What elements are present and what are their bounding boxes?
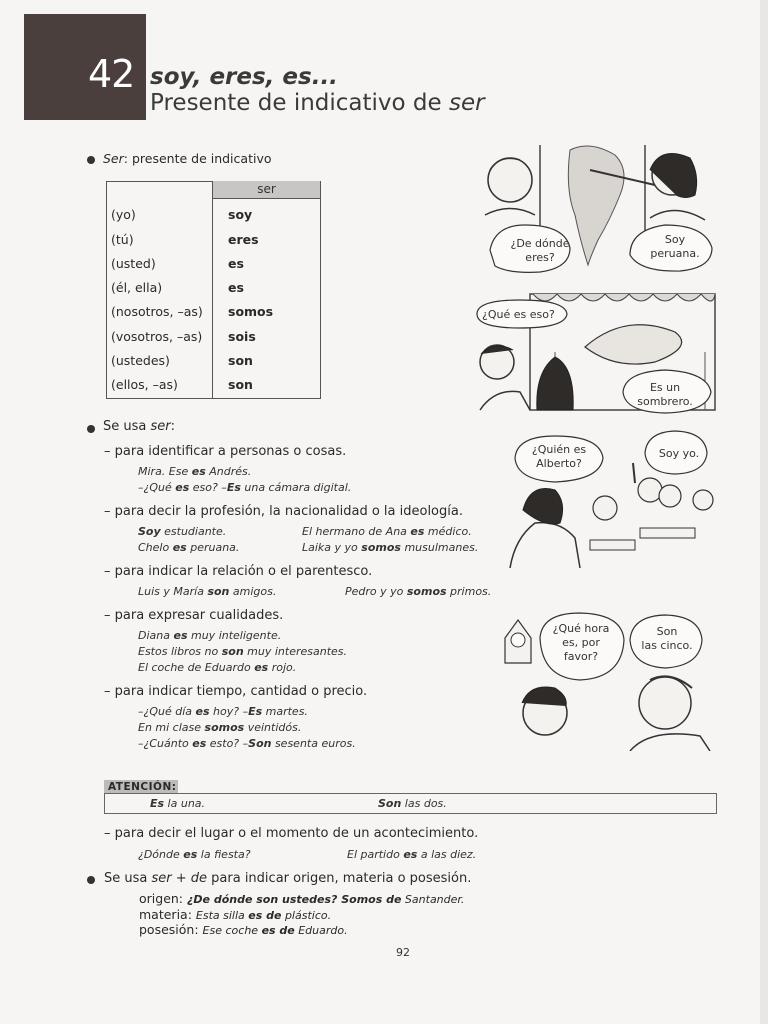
conjugation-table-header: ser: [212, 181, 320, 199]
example-text: Pedro y yo: [345, 585, 407, 598]
example-bold: Es: [248, 705, 263, 718]
bullet-icon: [87, 425, 95, 433]
table-row-pronoun: (usted): [111, 256, 156, 271]
example-text: –¿Qué día: [138, 705, 196, 718]
example-text: ¿Dónde: [138, 848, 184, 861]
row-key: posesión:: [139, 922, 199, 937]
example-text: ustedes?: [278, 893, 342, 906]
example-text: –¿Cuánto: [138, 737, 193, 750]
heading-text: para indicar origen, materia o posesión.: [207, 871, 472, 886]
example-sentence: [138, 721, 301, 734]
bubble-line: eres?: [525, 251, 555, 264]
bubble-line: sombrero.: [637, 395, 693, 408]
example-sentence: [138, 705, 308, 718]
example-bold: son: [221, 645, 244, 658]
atencion-example: [150, 797, 205, 810]
example-text: El hermano de Ana: [302, 525, 411, 538]
speech-bubble-text: [640, 233, 710, 261]
row-key: materia:: [139, 907, 192, 922]
example-sentence: [138, 737, 356, 750]
table-row-form: son: [228, 353, 253, 368]
example-text: En mi clase: [138, 721, 205, 734]
example-text: eso? –: [189, 481, 227, 494]
row-key: origen:: [139, 891, 184, 906]
example-text: la una.: [164, 797, 206, 810]
example-text: –¿Qué: [138, 481, 176, 494]
example-sentence: [347, 848, 476, 861]
page-edge: [760, 0, 768, 1024]
example-text: El partido: [347, 848, 404, 861]
example-bold: somos: [361, 541, 401, 554]
bullet-icon: [87, 156, 95, 164]
use-heading: – para indicar la relación o el parentesco.: [104, 564, 373, 579]
table-row-pronoun: (nosotros, –as): [111, 304, 203, 319]
example-bold: es: [403, 848, 418, 861]
example-text: la fiesta?: [197, 848, 251, 861]
example-text: Luis y María: [138, 585, 208, 598]
example-bold: es: [192, 737, 207, 750]
bubble-line: es, por: [562, 636, 600, 649]
table-row-form: somos: [228, 304, 274, 319]
example-sentence: [138, 585, 276, 598]
example-text: muy interesantes.: [243, 645, 348, 658]
example-bold: es: [173, 629, 188, 642]
example-text: martes.: [262, 705, 308, 718]
bubble-line: Son: [656, 625, 678, 638]
section-heading-ser-de: [104, 871, 471, 886]
ser-de-row: [139, 907, 331, 922]
example-text: Esta silla: [195, 909, 249, 922]
bullet-icon: [87, 876, 95, 884]
example-text: Diana: [138, 629, 174, 642]
use-heading: – para expresar cualidades.: [104, 608, 284, 623]
bubble-line: peruana.: [650, 247, 700, 260]
example-text: Andrés.: [205, 465, 252, 478]
bubble-line: ¿De dónde: [510, 237, 570, 250]
heading-italic: Ser: [103, 151, 124, 166]
heading-italic: ser + de: [151, 871, 208, 886]
section-heading-uses: [103, 419, 175, 434]
example-bold: es: [175, 481, 190, 494]
example-text: amigos.: [229, 585, 277, 598]
table-divider: [212, 199, 213, 399]
use-heading: – para decir el lugar o el momento de un acontecimiento.: [104, 826, 479, 841]
bubble-line: Es un: [649, 381, 681, 394]
example-text: estudiante.: [160, 525, 227, 538]
example-sentence: [138, 525, 226, 538]
example-sentence: [138, 465, 251, 478]
table-row-form: es: [228, 280, 244, 295]
example-text: muy inteligente.: [187, 629, 282, 642]
table-row-form: sois: [228, 329, 256, 344]
example-text: Mira. Ese: [138, 465, 192, 478]
table-row-form: soy: [228, 207, 253, 222]
example-bold: es: [195, 705, 210, 718]
heading-text: Se usa: [104, 871, 152, 886]
use-heading: – para decir la profesión, la nacionalidad o la ideología.: [104, 504, 463, 519]
example-sentence: [138, 848, 251, 861]
speech-bubble-text: ¿Qué es eso?: [482, 308, 555, 321]
example-text: a las diez.: [417, 848, 477, 861]
example-bold: Es: [150, 797, 165, 810]
heading-text: : presente de indicativo: [123, 151, 272, 166]
example-bold: es: [410, 525, 425, 538]
speech-bubble-text: [540, 622, 622, 664]
subtitle-verb: ser: [448, 90, 485, 116]
unit-title: soy, eres, es...: [150, 64, 338, 90]
example-bold: son: [207, 585, 230, 598]
example-text: sesenta euros.: [271, 737, 356, 750]
unit-number: 42: [88, 52, 135, 96]
example-bold: es de: [261, 924, 295, 937]
example-bold: somos: [406, 585, 447, 598]
bubble-line: las cinco.: [641, 639, 693, 652]
use-heading: – para identificar a personas o cosas.: [104, 444, 347, 459]
unit-subtitle: [150, 90, 485, 116]
bubble-line: ¿Quién es: [531, 443, 587, 456]
ser-de-row: [139, 922, 348, 937]
example-text: Ese coche: [202, 924, 262, 937]
example-bold: Son: [378, 797, 402, 810]
example-sentence: [302, 525, 472, 538]
example-text: las dos.: [401, 797, 447, 810]
example-bold: es: [183, 848, 198, 861]
speech-bubble-text: Soy yo.: [658, 447, 700, 460]
example-text: primos.: [446, 585, 492, 598]
ser-de-row: [139, 891, 464, 906]
example-bold: Somos de: [341, 893, 402, 906]
example-text: Santander.: [401, 893, 465, 906]
example-text: rojo.: [268, 661, 297, 674]
example-bold: Soy: [138, 525, 161, 538]
table-row-pronoun: (él, ella): [111, 280, 163, 295]
speech-bubble-text: [630, 381, 700, 409]
example-bold: es: [254, 661, 269, 674]
table-row-pronoun: (vosotros, –as): [111, 329, 203, 344]
speech-bubble-text: [505, 237, 575, 265]
example-bold: Son: [248, 737, 272, 750]
table-row-pronoun: (ellos, –as): [111, 377, 178, 392]
example-bold: son: [256, 893, 279, 906]
example-sentence: [138, 645, 347, 658]
table-row-form: es: [228, 256, 244, 271]
example-text: Chelo: [138, 541, 173, 554]
example-sentence: [138, 661, 296, 674]
example-text: El coche de Eduardo: [138, 661, 255, 674]
example-text: peruana.: [186, 541, 240, 554]
bubble-line: ¿Qué hora: [552, 622, 610, 635]
example-text: Laika y yo: [302, 541, 362, 554]
example-bold: Es: [226, 481, 241, 494]
example-text: veintidós.: [244, 721, 302, 734]
heading-italic: ser: [150, 419, 171, 434]
example-bold: es de: [248, 909, 282, 922]
example-text: Estos libros no: [138, 645, 222, 658]
example-sentence: [138, 481, 351, 494]
page-number: 92: [396, 946, 410, 959]
example-text: ¿De dónde: [187, 893, 257, 906]
example-text: Eduardo.: [294, 924, 348, 937]
example-bold: somos: [204, 721, 245, 734]
example-bold: es: [191, 465, 206, 478]
table-row-form: son: [228, 377, 253, 392]
heading-text: Se usa: [103, 419, 151, 434]
use-heading: – para indicar tiempo, cantidad o precio.: [104, 684, 368, 699]
subtitle-text: Presente de indicativo de: [150, 90, 449, 116]
example-text: plástico.: [281, 909, 332, 922]
table-row-pronoun: (tú): [111, 232, 134, 247]
example-text: esto? –: [206, 737, 249, 750]
bubble-line: favor?: [563, 650, 599, 663]
table-row-form: eres: [228, 232, 259, 247]
bubble-line: Soy: [664, 233, 686, 246]
example-text: médico.: [424, 525, 472, 538]
example-text: musulmanes.: [400, 541, 479, 554]
speech-bubble-text: [520, 443, 598, 471]
bubble-line: Alberto?: [536, 457, 582, 470]
example-sentence: [138, 541, 239, 554]
example-text: hoy? –: [209, 705, 249, 718]
example-text: una cámara digital.: [240, 481, 352, 494]
table-row-pronoun: (yo): [111, 207, 136, 222]
atencion-example: [378, 797, 447, 810]
example-bold: es: [172, 541, 187, 554]
example-sentence: [138, 629, 281, 642]
section-heading-conjugation: [103, 151, 271, 166]
example-sentence: [345, 585, 491, 598]
speech-bubble-text: [631, 625, 703, 653]
heading-text: :: [170, 419, 176, 434]
example-sentence: [302, 541, 478, 554]
atencion-label: ATENCIÓN:: [104, 780, 178, 794]
table-row-pronoun: (ustedes): [111, 353, 170, 368]
